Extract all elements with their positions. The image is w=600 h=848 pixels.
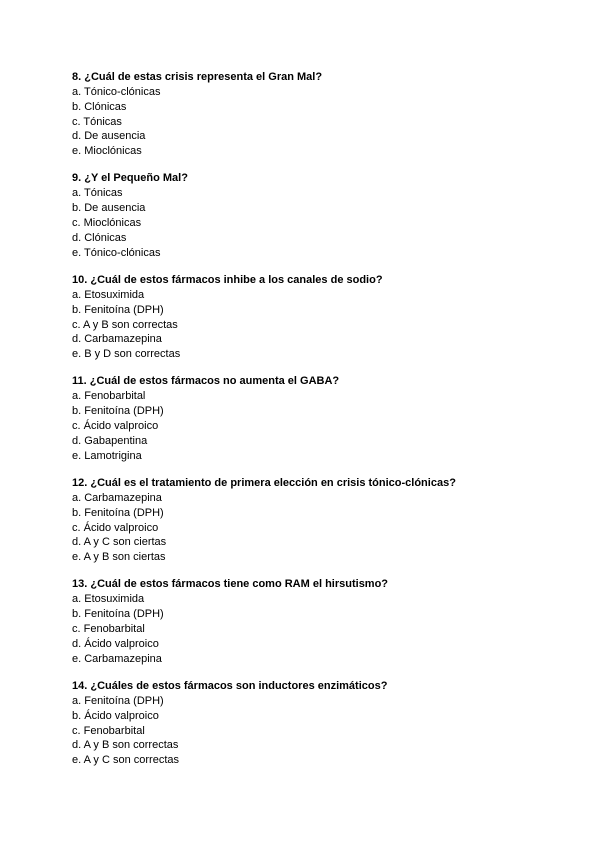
question-9 bbox=[72, 171, 552, 260]
question-14 bbox=[72, 679, 552, 768]
question-title: 11. ¿Cuál de estos fármacos no aumenta el GABA? bbox=[72, 375, 340, 388]
question-title: 8. ¿Cuál de estas crisis representa el Gran Mal? bbox=[72, 71, 323, 83]
question-8 bbox=[72, 70, 552, 159]
option-a: a. Tónico-clónicas bbox=[72, 86, 161, 98]
option-d: d. Gabapentina bbox=[72, 434, 148, 447]
option-b: b. Fenitoína (DPH) bbox=[72, 303, 164, 316]
option-a: a. Tónicas bbox=[72, 187, 123, 200]
option-c: c. Ácido valproico bbox=[72, 521, 159, 534]
option-d: d. Carbamazepina bbox=[72, 333, 162, 346]
option-b: b. Fenitoína (DPH) bbox=[72, 506, 164, 519]
option-e: e. Mioclónicas bbox=[72, 145, 142, 158]
question-title: 12. ¿Cuál es el tratamiento de primera elección en crisis tónico-clónicas? bbox=[72, 476, 456, 489]
question-title: 9. ¿Y el Pequeño Mal? bbox=[72, 172, 188, 185]
question-title: 10. ¿Cuál de estos fármacos inhibe a los canales de sodio? bbox=[72, 273, 383, 286]
option-c: c. Fenobarbital bbox=[72, 623, 145, 636]
option-d: d. De ausencia bbox=[72, 130, 146, 143]
option-e: e. A y B son ciertas bbox=[72, 551, 166, 564]
option-e: e. B y D son correctas bbox=[72, 348, 181, 361]
option-e: e. A y C son correctas bbox=[72, 754, 179, 767]
option-b: b. Clónicas bbox=[72, 100, 127, 113]
question-13 bbox=[72, 577, 552, 666]
question-11 bbox=[72, 374, 552, 463]
option-e: e. Lamotrigina bbox=[72, 449, 142, 462]
option-b: b. Fenitoína (DPH) bbox=[72, 608, 164, 621]
option-b: b. De ausencia bbox=[72, 202, 146, 215]
question-title: 13. ¿Cuál de estos fármacos tiene como RAM el hirsutismo? bbox=[72, 578, 389, 591]
option-b: b. Ácido valproico bbox=[72, 709, 159, 722]
option-d: d. Ácido valproico bbox=[72, 637, 159, 650]
question-title: 14. ¿Cuáles de estos fármacos son inductores enzimáticos? bbox=[72, 679, 388, 692]
document-page bbox=[72, 70, 552, 780]
option-c: c. Fenobarbital bbox=[72, 724, 145, 737]
option-c: c. Ácido valproico bbox=[72, 420, 159, 433]
option-d: d. A y C son ciertas bbox=[72, 536, 167, 549]
option-d: d. Clónicas bbox=[72, 231, 127, 244]
option-b: b. Fenitoína (DPH) bbox=[72, 405, 164, 418]
question-10 bbox=[72, 273, 552, 362]
option-a: a. Fenobarbital bbox=[72, 390, 146, 403]
option-e: e. Tónico-clónicas bbox=[72, 246, 161, 259]
option-a: a. Etosuximida bbox=[72, 288, 145, 301]
option-a: a. Etosuximida bbox=[72, 593, 145, 606]
option-c: c. Mioclónicas bbox=[72, 217, 142, 230]
option-d: d. A y B son correctas bbox=[72, 739, 179, 752]
option-a: a. Carbamazepina bbox=[72, 491, 162, 504]
question-12 bbox=[72, 476, 552, 565]
option-c: c. A y B son correctas bbox=[72, 318, 178, 331]
option-c: c. Tónicas bbox=[72, 115, 122, 128]
option-e: e. Carbamazepina bbox=[72, 652, 162, 665]
option-a: a. Fenitoína (DPH) bbox=[72, 694, 164, 707]
